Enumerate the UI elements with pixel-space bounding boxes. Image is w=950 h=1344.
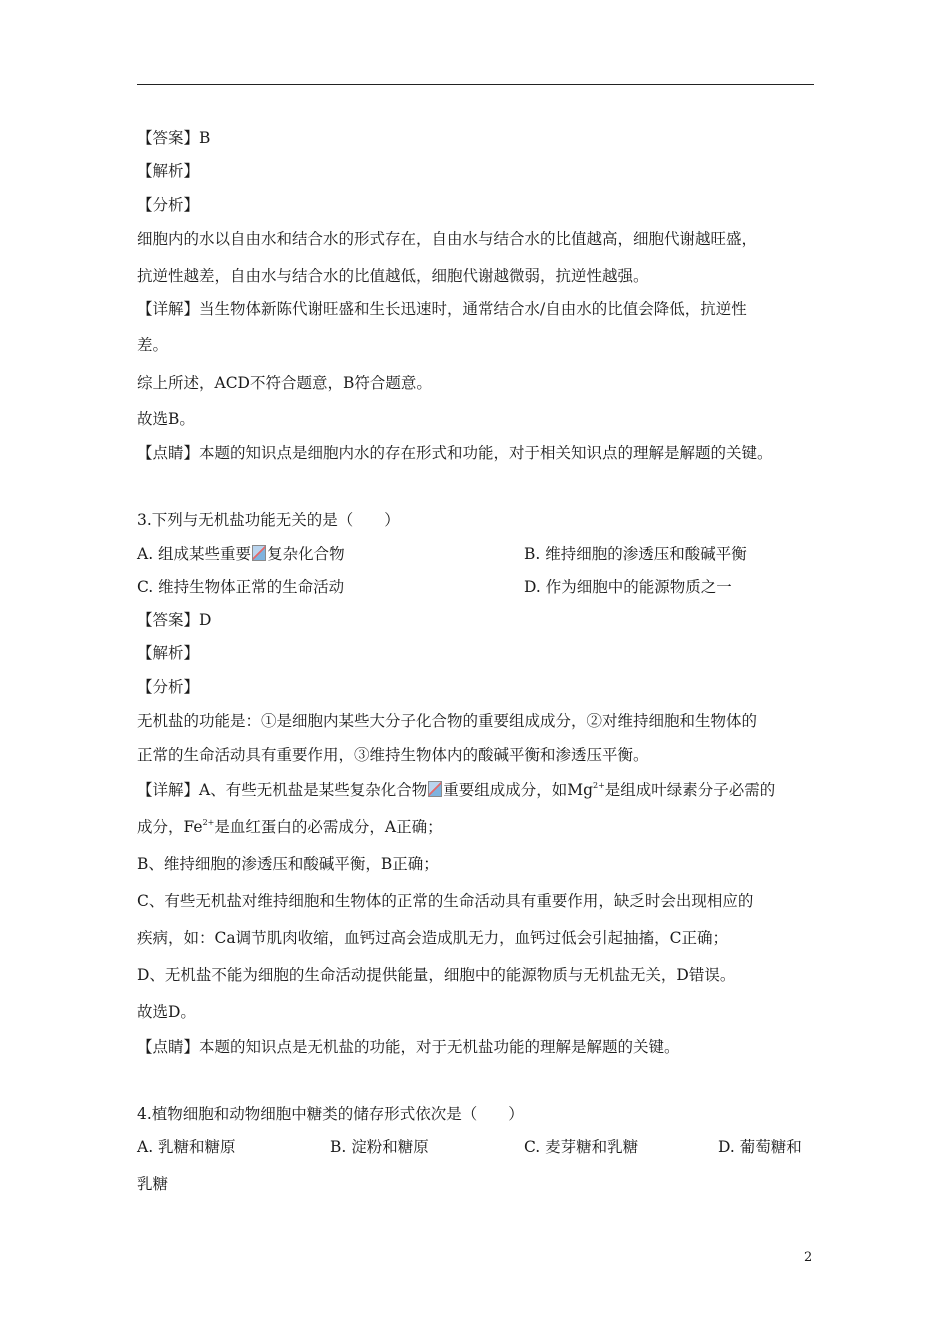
- q3-analysis-line-2: 正常的生命活动具有重要作用，③维持生物体内的酸碱平衡和渗透压平衡。: [137, 746, 649, 764]
- fe-ion-charge: 2+: [202, 818, 215, 827]
- header-rule: [137, 84, 814, 85]
- q4-option-c: C. 麦芽糖和乳糖: [524, 1138, 639, 1156]
- q3-option-b: B. 维持细胞的渗透压和酸碱平衡: [524, 545, 747, 563]
- q2-answer: 【答案】B: [137, 129, 211, 147]
- q3-detail-a-line-1: [137, 780, 775, 800]
- q3-detail-a2-post: 是血红蛋白的必需成分，A正确；: [214, 818, 443, 836]
- q3-option-d: D. 作为细胞中的能源物质之一: [524, 578, 732, 596]
- q3-detail-a-post: 是组成叶绿素分子必需的: [604, 781, 776, 799]
- q3-option-c: C. 维持生物体正常的生命活动: [137, 578, 345, 596]
- q4-option-b: B. 淀粉和糖原: [330, 1138, 429, 1156]
- q3-detail-a-line-2: [137, 817, 443, 837]
- q3-detail-a2-pre: 成分，Fe: [137, 818, 203, 836]
- q3-dianjing: 【点睛】本题的知识点是无机盐的功能，对于无机盐功能的理解是解题的关键。: [137, 1038, 680, 1056]
- q3-detail-c-line-2: 疾病，如：Ca调节肌肉收缩，血钙过高会造成肌无力，血钙过低会引起抽搐，C正确；: [137, 929, 728, 947]
- q3-option-a: [137, 544, 345, 564]
- q2-summary: 综上所述，ACD不符合题意，B符合题意。: [137, 374, 432, 392]
- q4-question: 4.植物细胞和动物细胞中糖类的储存形式依次是（ ）: [137, 1105, 524, 1123]
- embedded-image-icon: [428, 781, 442, 797]
- page-number: 2: [804, 1250, 813, 1265]
- q2-detail-line-1: 【详解】当生物体新陈代谢旺盛和生长迅速时，通常结合水/自由水的比值会降低，抗逆性: [137, 300, 747, 318]
- q2-analysis-line-1: 细胞内的水以自由水和结合水的形式存在，自由水与结合水的比值越高，细胞代谢越旺盛，: [137, 230, 758, 248]
- q4-option-d-wrap: 乳糖: [137, 1175, 169, 1193]
- q3-jiexi: 【解析】: [137, 644, 200, 662]
- q2-jiexi: 【解析】: [137, 162, 200, 180]
- q3-option-a-pre: A. 组成某些重要: [137, 545, 252, 563]
- q4-option-a: A. 乳糖和糖原: [137, 1138, 236, 1156]
- q3-detail-c-line-1: C、有些无机盐对维持细胞和生物体的正常的生命活动具有重要作用，缺乏时会出现相应的: [137, 892, 754, 910]
- q3-question: 3.下列与无机盐功能无关的是（ ）: [137, 511, 400, 529]
- q2-detail-line-2: 差。: [137, 336, 169, 354]
- q4-option-d: D. 葡萄糖和: [718, 1138, 802, 1156]
- q2-dianjing: 【点睛】本题的知识点是细胞内水的存在形式和功能，对于相关知识点的理解是解题的关键。: [137, 444, 773, 462]
- q3-detail-b: B、维持细胞的渗透压和酸碱平衡，B正确；: [137, 855, 439, 873]
- embedded-image-icon: [252, 545, 266, 561]
- q3-detail-a-mid: 重要组成成分，如Mg: [443, 781, 593, 799]
- q3-option-a-post: 复杂化合物: [267, 545, 345, 563]
- q2-analysis-line-2: 抗逆性越差，自由水与结合水的比值越低，细胞代谢越微弱，抗逆性越强。: [137, 267, 649, 285]
- q3-detail-d: D、无机盐不能为细胞的生命活动提供能量，细胞中的能源物质与无机盐无关，D错误。: [137, 966, 736, 984]
- q2-choose: 故选B。: [137, 410, 195, 428]
- q3-answer: 【答案】D: [137, 611, 212, 629]
- q3-analysis-line-1: 无机盐的功能是：①是细胞内某些大分子化合物的重要组成成分，②对维持细胞和生物体的: [137, 712, 758, 730]
- q3-choose: 故选D。: [137, 1003, 196, 1021]
- q2-fenxi: 【分析】: [137, 196, 200, 214]
- q3-detail-a-pre: 【详解】A、有些无机盐是某些复杂化合物: [137, 781, 428, 799]
- mg-ion-charge: 2+: [593, 781, 605, 790]
- q3-fenxi: 【分析】: [137, 678, 200, 696]
